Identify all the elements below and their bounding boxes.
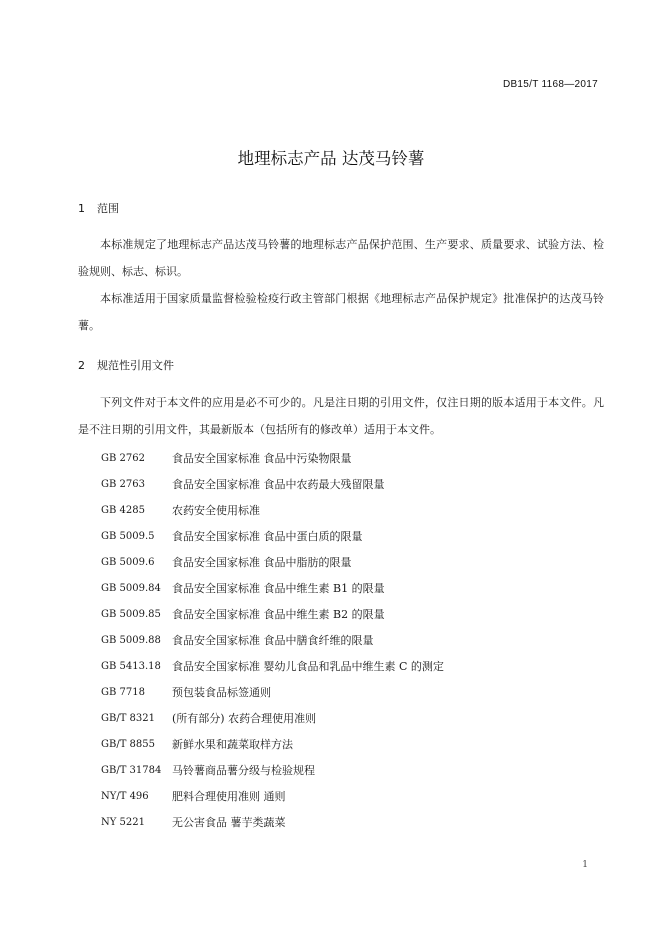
reference-item [101, 471, 444, 497]
reference-name: 新鲜水果和蔬菜取样方法 [172, 738, 293, 751]
reference-code: GB/T 31784 [101, 764, 162, 776]
references-intro-paragraph: 下列文件对于本文件的应用是必不可少的。凡是注日期的引用文件，仅注日期的版本适用于本文件。凡是不注日期的引用文件，其最新版本（包括所有的修改单）适用于本文件。 [78, 396, 604, 436]
reference-code: GB 7718 [101, 686, 145, 698]
reference-name: 食品安全国家标准 食品中农药最大残留限量 [172, 478, 385, 491]
reference-code: GB 4285 [101, 504, 145, 516]
section-title: 范围 [97, 202, 119, 215]
page-number: 1 [582, 860, 588, 870]
reference-code: GB 5009.5 [101, 530, 155, 542]
reference-name: 食品安全国家标准 婴幼儿食品和乳品中维生素 C 的测定 [172, 660, 444, 673]
reference-code: GB 2762 [101, 452, 145, 464]
reference-item [101, 549, 444, 575]
reference-item [101, 627, 444, 653]
reference-name: (所有部分) 农药合理使用准则 [172, 712, 317, 725]
reference-name: 农药安全使用标准 [172, 504, 260, 517]
reference-item [101, 575, 444, 601]
reference-item [101, 679, 444, 705]
reference-name: 预包装食品标签通则 [172, 686, 271, 699]
section-title: 规范性引用文件 [97, 359, 174, 372]
reference-name: 食品安全国家标准 食品中蛋白质的限量 [172, 530, 363, 543]
reference-code: GB 5009.85 [101, 608, 161, 620]
reference-code: GB/T 8321 [101, 712, 156, 724]
reference-item [101, 523, 444, 549]
scope-paragraph-1: 本标准规定了地理标志产品达茂马铃薯的地理标志产品保护范围、生产要求、质量要求、试验方法、检验规则、标志、标识。 [78, 238, 604, 278]
reference-item [101, 445, 444, 471]
reference-name: 无公害食品 薯芋类蔬菜 [172, 816, 286, 829]
reference-item [101, 731, 444, 757]
standard-code: DB15/T 1168—2017 [502, 79, 598, 90]
reference-item [101, 809, 444, 835]
reference-name: 食品安全国家标准 食品中膳食纤维的限量 [172, 634, 374, 647]
section-heading-scope [78, 200, 119, 216]
reference-name: 食品安全国家标准 食品中污染物限量 [172, 452, 352, 465]
reference-code: NY 5221 [101, 816, 145, 828]
reference-item [101, 783, 444, 809]
reference-code: GB 5413.18 [101, 660, 161, 672]
reference-name: 食品安全国家标准 食品中维生素 B1 的限量 [172, 582, 385, 595]
section-number: 1 [78, 202, 85, 215]
reference-code: NY/T 496 [101, 790, 149, 802]
reference-item [101, 757, 444, 783]
reference-code: GB/T 8855 [101, 738, 156, 750]
reference-name: 食品安全国家标准 食品中维生素 B2 的限量 [172, 608, 385, 621]
reference-name: 肥料合理使用准则 通则 [172, 790, 286, 803]
reference-item [101, 705, 444, 731]
reference-item [101, 497, 444, 523]
scope-paragraph-2: 本标准适用于国家质量监督检验检疫行政主管部门根据《地理标志产品保护规定》批准保护的达茂马铃薯。 [78, 292, 604, 332]
section-heading-normative-references [78, 357, 174, 373]
reference-code: GB 5009.88 [101, 634, 161, 646]
section-number: 2 [78, 359, 85, 372]
reference-code: GB 5009.84 [101, 582, 161, 594]
reference-name: 马铃薯商品薯分级与检验规程 [172, 764, 315, 777]
document-title: 地理标志产品 达茂马铃薯 [237, 149, 425, 168]
reference-name: 食品安全国家标准 食品中脂肪的限量 [172, 556, 352, 569]
reference-item [101, 653, 444, 679]
reference-code: GB 5009.6 [101, 556, 155, 568]
reference-list [101, 445, 444, 835]
reference-code: GB 2763 [101, 478, 145, 490]
reference-item [101, 601, 444, 627]
